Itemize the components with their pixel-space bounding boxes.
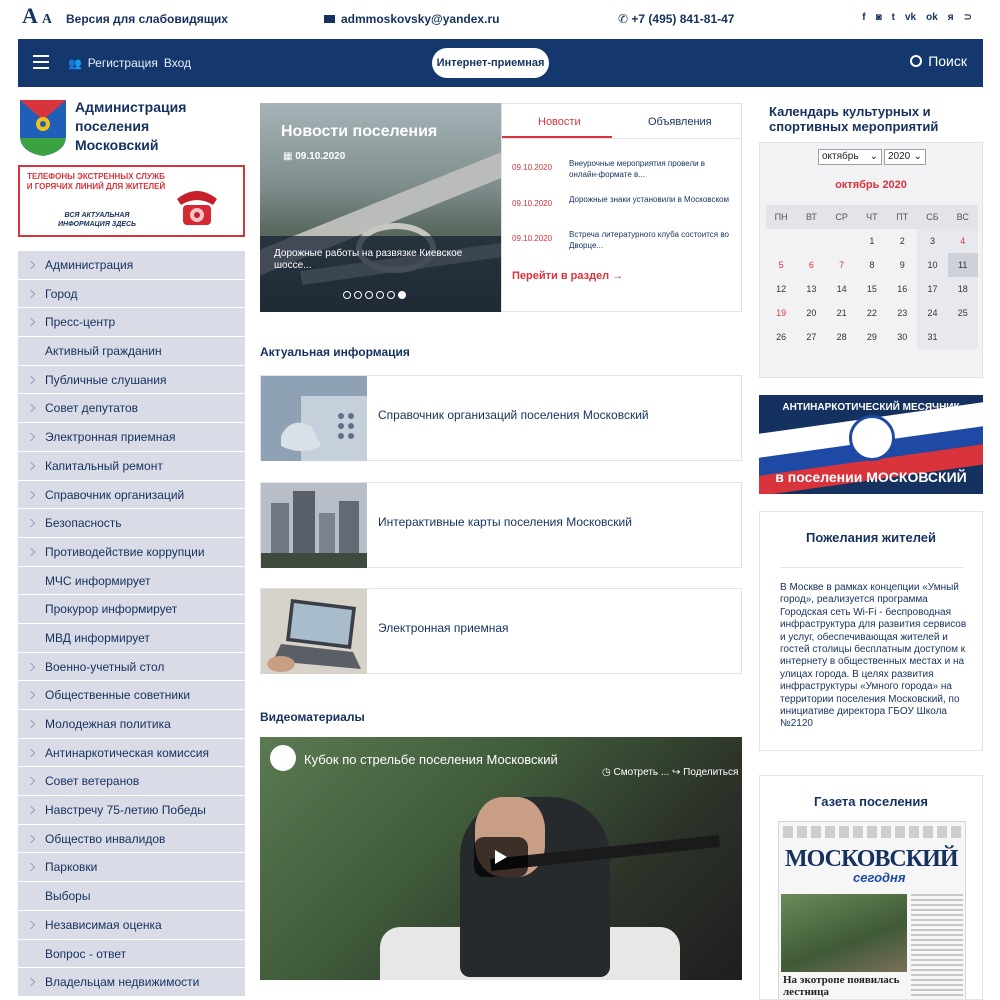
- hotline-banner[interactable]: [18, 165, 245, 237]
- calendar-week-row: [766, 277, 978, 301]
- sidebar-item[interactable]: Публичные слушания: [18, 366, 245, 395]
- email-link[interactable]: [324, 12, 499, 26]
- share-button[interactable]: [672, 767, 738, 778]
- calendar-day[interactable]: 12: [776, 284, 787, 294]
- year-select-value: 2020: [888, 151, 911, 162]
- news-tabs: [502, 104, 741, 139]
- newspaper-side-column: [911, 894, 963, 1000]
- calendar-day[interactable]: 16: [897, 284, 908, 294]
- anti-drug-emblem-icon: [849, 415, 895, 461]
- wishes-title: Пожелания жителей: [805, 530, 937, 545]
- calendar-day[interactable]: 11: [948, 253, 978, 277]
- low-vision-link[interactable]: Версия для слабовидящих: [66, 12, 228, 26]
- calendar-grid: [766, 205, 978, 349]
- calendar-day[interactable]: 18: [948, 277, 978, 301]
- sidebar-item[interactable]: Независимая оценка: [18, 911, 245, 940]
- year-select[interactable]: [884, 149, 926, 165]
- news-tabs-box: [501, 103, 742, 312]
- newspaper-title: Газета поселения: [814, 794, 928, 809]
- calendar-day[interactable]: 3: [917, 229, 947, 253]
- odnoklassniki-icon[interactable]: ok: [926, 12, 938, 23]
- calendar-day[interactable]: 8: [869, 260, 875, 270]
- news-date: 09.10.2020: [512, 199, 553, 208]
- slider-dot[interactable]: [387, 291, 395, 299]
- sidebar-item[interactable]: Активный гражданин: [18, 337, 245, 366]
- calendar-day[interactable]: 25: [948, 301, 978, 325]
- calendar-day[interactable]: 31: [917, 325, 947, 349]
- phone-icon: ✆: [618, 12, 632, 26]
- calendar-day[interactable]: 29: [866, 332, 877, 342]
- slider-dot[interactable]: [376, 291, 384, 299]
- phone-text: +7 (495) 841-81-47: [631, 12, 735, 26]
- font-size-toggle[interactable]: [22, 3, 52, 29]
- news-date: 09.10.2020: [512, 234, 553, 243]
- watch-later-button[interactable]: [602, 767, 669, 778]
- calendar-week-row: [766, 325, 978, 349]
- info-card-label: Интерактивные карты поселения Московский: [378, 515, 632, 529]
- watch-later-label: Смотреть ...: [613, 767, 670, 778]
- calendar-empty-cell: [827, 229, 857, 253]
- telephone-photo: [261, 376, 367, 461]
- calendar-day[interactable]: 6: [808, 260, 814, 270]
- slider-dot[interactable]: [354, 291, 362, 299]
- slider-date-text: 09.10.2020: [295, 151, 346, 162]
- calendar-month-title: октябрь 2020: [835, 179, 907, 191]
- chevron-down-icon: ⌄: [913, 151, 922, 162]
- newspaper-subtitle: сегодня: [853, 870, 906, 885]
- social-links: [862, 12, 972, 23]
- clock-icon: ◷: [602, 767, 614, 778]
- search-label: Поиск: [928, 53, 967, 69]
- internet-reception-button[interactable]: Интернет-приемная: [432, 48, 549, 78]
- weekday-label: ПТ: [887, 205, 917, 229]
- phone-link[interactable]: [618, 12, 734, 26]
- newspaper-photo: [781, 894, 907, 972]
- calendar-day[interactable]: 13: [806, 284, 817, 294]
- video-heading: Видеоматериалы: [260, 710, 365, 724]
- news-title: Внеурочные мероприятия провели в онлайн-формате в...: [569, 159, 706, 179]
- divider: [780, 567, 964, 568]
- anti-banner-top: АНТИНАРКОТИЧЕСКИЙ МЕСЯЧНИК: [782, 402, 960, 413]
- calendar-day[interactable]: 20: [806, 308, 817, 318]
- slider-title: Новости поселения: [281, 123, 438, 140]
- menu-icon[interactable]: [33, 55, 49, 69]
- rss-icon[interactable]: ⊃: [963, 12, 972, 23]
- calendar-empty-cell: [948, 325, 978, 349]
- search-button[interactable]: [910, 53, 967, 69]
- sidebar-item[interactable]: Город: [18, 280, 245, 309]
- residents-wishes-widget: [759, 511, 983, 751]
- email-text: admmoskovsky@yandex.ru: [341, 12, 500, 26]
- sidebar-item[interactable]: МВД информирует: [18, 624, 245, 653]
- weekday-label: СР: [827, 205, 857, 229]
- sidebar-item[interactable]: Совет депутатов: [18, 394, 245, 423]
- slider-dot[interactable]: [343, 291, 351, 299]
- calendar-day[interactable]: 15: [866, 284, 877, 294]
- calendar-day[interactable]: 19: [776, 308, 787, 318]
- sidebar-item[interactable]: Безопасность: [18, 509, 245, 538]
- sidebar-item[interactable]: Парковки: [18, 853, 245, 882]
- search-icon: [910, 55, 922, 67]
- logo-title: [75, 98, 186, 155]
- weekday-label: ВС: [948, 205, 978, 229]
- weekday-label: ЧТ: [857, 205, 887, 229]
- sidebar-item[interactable]: Владельцам недвижимости: [18, 968, 245, 997]
- calendar-day[interactable]: 22: [866, 308, 877, 318]
- weekday-label: ВТ: [796, 205, 826, 229]
- register-link[interactable]: Регистрация: [87, 56, 158, 70]
- logo-line-3: Московский: [75, 137, 159, 153]
- top-utility-bar: [0, 0, 1000, 38]
- actual-info-heading: Актуальная информация: [260, 345, 410, 359]
- video-player[interactable]: [260, 737, 742, 980]
- play-button[interactable]: [474, 837, 528, 877]
- weekday-label: СБ: [917, 205, 947, 229]
- weekday-label: ПН: [766, 205, 796, 229]
- calendar-day[interactable]: 24: [917, 301, 947, 325]
- auth-links: [68, 56, 191, 70]
- sidebar-item[interactable]: Капитальный ремонт: [18, 452, 245, 481]
- slider-caption-box: [260, 236, 501, 312]
- logo-line-1: Администрация: [75, 99, 187, 115]
- share-label: Поделиться: [683, 767, 739, 778]
- user-icon: 👥: [68, 58, 82, 70]
- twitter-icon[interactable]: t: [891, 12, 895, 23]
- slider-dots: [343, 291, 406, 299]
- sidebar-menu: [18, 251, 245, 997]
- yandex-icon[interactable]: я: [947, 12, 954, 23]
- sidebar-item[interactable]: Противодействие коррупции: [18, 538, 245, 567]
- city-buildings-photo: [261, 483, 367, 568]
- calendar-empty-cell: [766, 229, 796, 253]
- news-title: Встреча литературного клуба состоится во Дворце...: [569, 230, 729, 250]
- font-large-button[interactable]: A: [22, 3, 38, 28]
- sidebar-item[interactable]: Пресс-центр: [18, 308, 245, 337]
- calendar-day[interactable]: 9: [899, 260, 905, 270]
- video-title[interactable]: Кубок по стрельбе поселения Московский: [304, 752, 558, 767]
- tab-news[interactable]: Новости: [538, 116, 581, 128]
- sidebar-item[interactable]: Навстречу 75-летию Победы: [18, 796, 245, 825]
- newspaper-cover[interactable]: [778, 821, 966, 1000]
- laptop-photo: [261, 589, 367, 674]
- info-card-directory[interactable]: [260, 375, 742, 461]
- sidebar-item[interactable]: МЧС информирует: [18, 567, 245, 596]
- main-navbar: [18, 39, 983, 87]
- calendar-day[interactable]: 23: [897, 308, 908, 318]
- hotline-title: ТЕЛЕФОНЫ ЭКСТРЕННЫХ СЛУЖБ И ГОРЯЧИХ ЛИНИЙ ДЛЯ ЖИТЕЛЕЙ: [26, 172, 166, 191]
- calendar-day[interactable]: 14: [836, 284, 847, 294]
- info-card-label: Справочник организаций поселения Московский: [378, 408, 649, 422]
- info-card-label: Электронная приемная: [378, 621, 509, 635]
- anti-drug-banner[interactable]: [759, 395, 983, 494]
- instagram-icon[interactable]: ◙: [875, 12, 882, 23]
- calendar-day[interactable]: 26: [776, 332, 787, 342]
- calendar-week-row: [766, 253, 978, 277]
- sidebar-item[interactable]: Выборы: [18, 882, 245, 911]
- calendar-icon: ▦: [283, 151, 296, 162]
- calendar-heading: Календарь культурных и спортивных мероприятий: [769, 104, 939, 134]
- goto-section-link[interactable]: Перейти в раздел →: [512, 270, 624, 282]
- calendar-weekday-row: [766, 205, 978, 229]
- chevron-down-icon: ⌄: [869, 151, 878, 162]
- tab-announcements[interactable]: Объявления: [648, 116, 712, 128]
- calendar-week-row: [766, 229, 978, 253]
- site-logo[interactable]: [18, 98, 248, 160]
- calendar-empty-cell: [796, 229, 826, 253]
- calendar-day[interactable]: 4: [948, 229, 978, 253]
- hotline-subtitle: ВСЯ АКТУАЛЬНАЯ ИНФОРМАЦИЯ ЗДЕСЬ: [58, 212, 136, 228]
- slider-dot[interactable]: [398, 291, 406, 299]
- anti-banner-bottom: в поселении МОСКОВСКИЙ: [775, 469, 967, 485]
- active-tab-underline: [502, 136, 612, 138]
- calendar-day[interactable]: 21: [836, 308, 847, 318]
- calendar-day[interactable]: 30: [897, 332, 908, 342]
- calendar-day[interactable]: 7: [839, 260, 845, 270]
- newspaper-headline: На экотропе появилась лестница: [783, 974, 900, 998]
- channel-logo-icon[interactable]: [270, 745, 296, 771]
- sidebar-item[interactable]: Вопрос - ответ: [18, 940, 245, 969]
- mail-icon: [324, 15, 335, 23]
- sidebar-item[interactable]: Общественные советники: [18, 681, 245, 710]
- login-link[interactable]: Вход: [163, 56, 192, 70]
- info-card-reception[interactable]: [260, 588, 742, 674]
- news-date: 09.10.2020: [512, 163, 553, 172]
- sidebar-item[interactable]: Общество инвалидов: [18, 825, 245, 854]
- slider-dot[interactable]: [365, 291, 373, 299]
- info-card-maps[interactable]: [260, 482, 742, 568]
- share-icon: ↪: [672, 767, 684, 778]
- month-select-value: октябрь: [822, 151, 859, 162]
- vk-icon[interactable]: vk: [904, 12, 917, 23]
- sidebar-item[interactable]: Прокурор информирует: [18, 595, 245, 624]
- sidebar-item[interactable]: Справочник организаций: [18, 481, 245, 510]
- newspaper-header-strip: [783, 826, 961, 838]
- logo-line-2: поселения: [75, 118, 150, 134]
- sidebar-item[interactable]: Электронная приемная: [18, 423, 245, 452]
- news-title: Дорожные знаки установили в Московском: [569, 195, 729, 204]
- calendar-day[interactable]: 17: [917, 277, 947, 301]
- events-calendar: [759, 142, 983, 378]
- news-slider[interactable]: [260, 103, 501, 312]
- calendar-week-row: [766, 301, 978, 325]
- wishes-text: В Москве в рамках концепции «Умный город», реализуется программа Городская сеть Wi-Fi - беспроводная инфраструктура для развития сервисов и услуг, обеспечивающая жителей и гостей столицы бесплатным доступом к интернету в общественных местах и на улицах города. В целях развития инфраструктуры «Умного города» на территории поселения Московский, по инициативе директора ГБОУ Школа №2120: [780, 582, 967, 730]
- sidebar-item[interactable]: Антинаркотическая комиссия: [18, 739, 245, 768]
- calendar-day[interactable]: 5: [778, 260, 784, 270]
- coat-of-arms-icon: [18, 98, 68, 158]
- calendar-day[interactable]: 2: [899, 236, 905, 246]
- facebook-icon[interactable]: f: [862, 12, 866, 23]
- red-telephone-icon: [171, 179, 223, 229]
- slider-date: [283, 151, 345, 162]
- calendar-day[interactable]: 28: [836, 332, 847, 342]
- calendar-day[interactable]: 1: [869, 236, 875, 246]
- newspaper-widget[interactable]: [759, 775, 983, 1000]
- sidebar-item[interactable]: Совет ветеранов: [18, 767, 245, 796]
- newspaper-masthead: МОСКОВСКИЙ: [785, 846, 958, 872]
- slider-caption[interactable]: Дорожные работы на развязке Киевское шоссе...: [274, 248, 463, 271]
- sidebar-item[interactable]: Молодежная политика: [18, 710, 245, 739]
- font-small-button[interactable]: A: [41, 12, 53, 27]
- calendar-day[interactable]: 10: [917, 253, 947, 277]
- sidebar-item[interactable]: Администрация: [18, 251, 245, 280]
- sidebar-item[interactable]: Военно-учетный стол: [18, 653, 245, 682]
- calendar-day[interactable]: 27: [806, 332, 817, 342]
- month-select[interactable]: [818, 149, 882, 165]
